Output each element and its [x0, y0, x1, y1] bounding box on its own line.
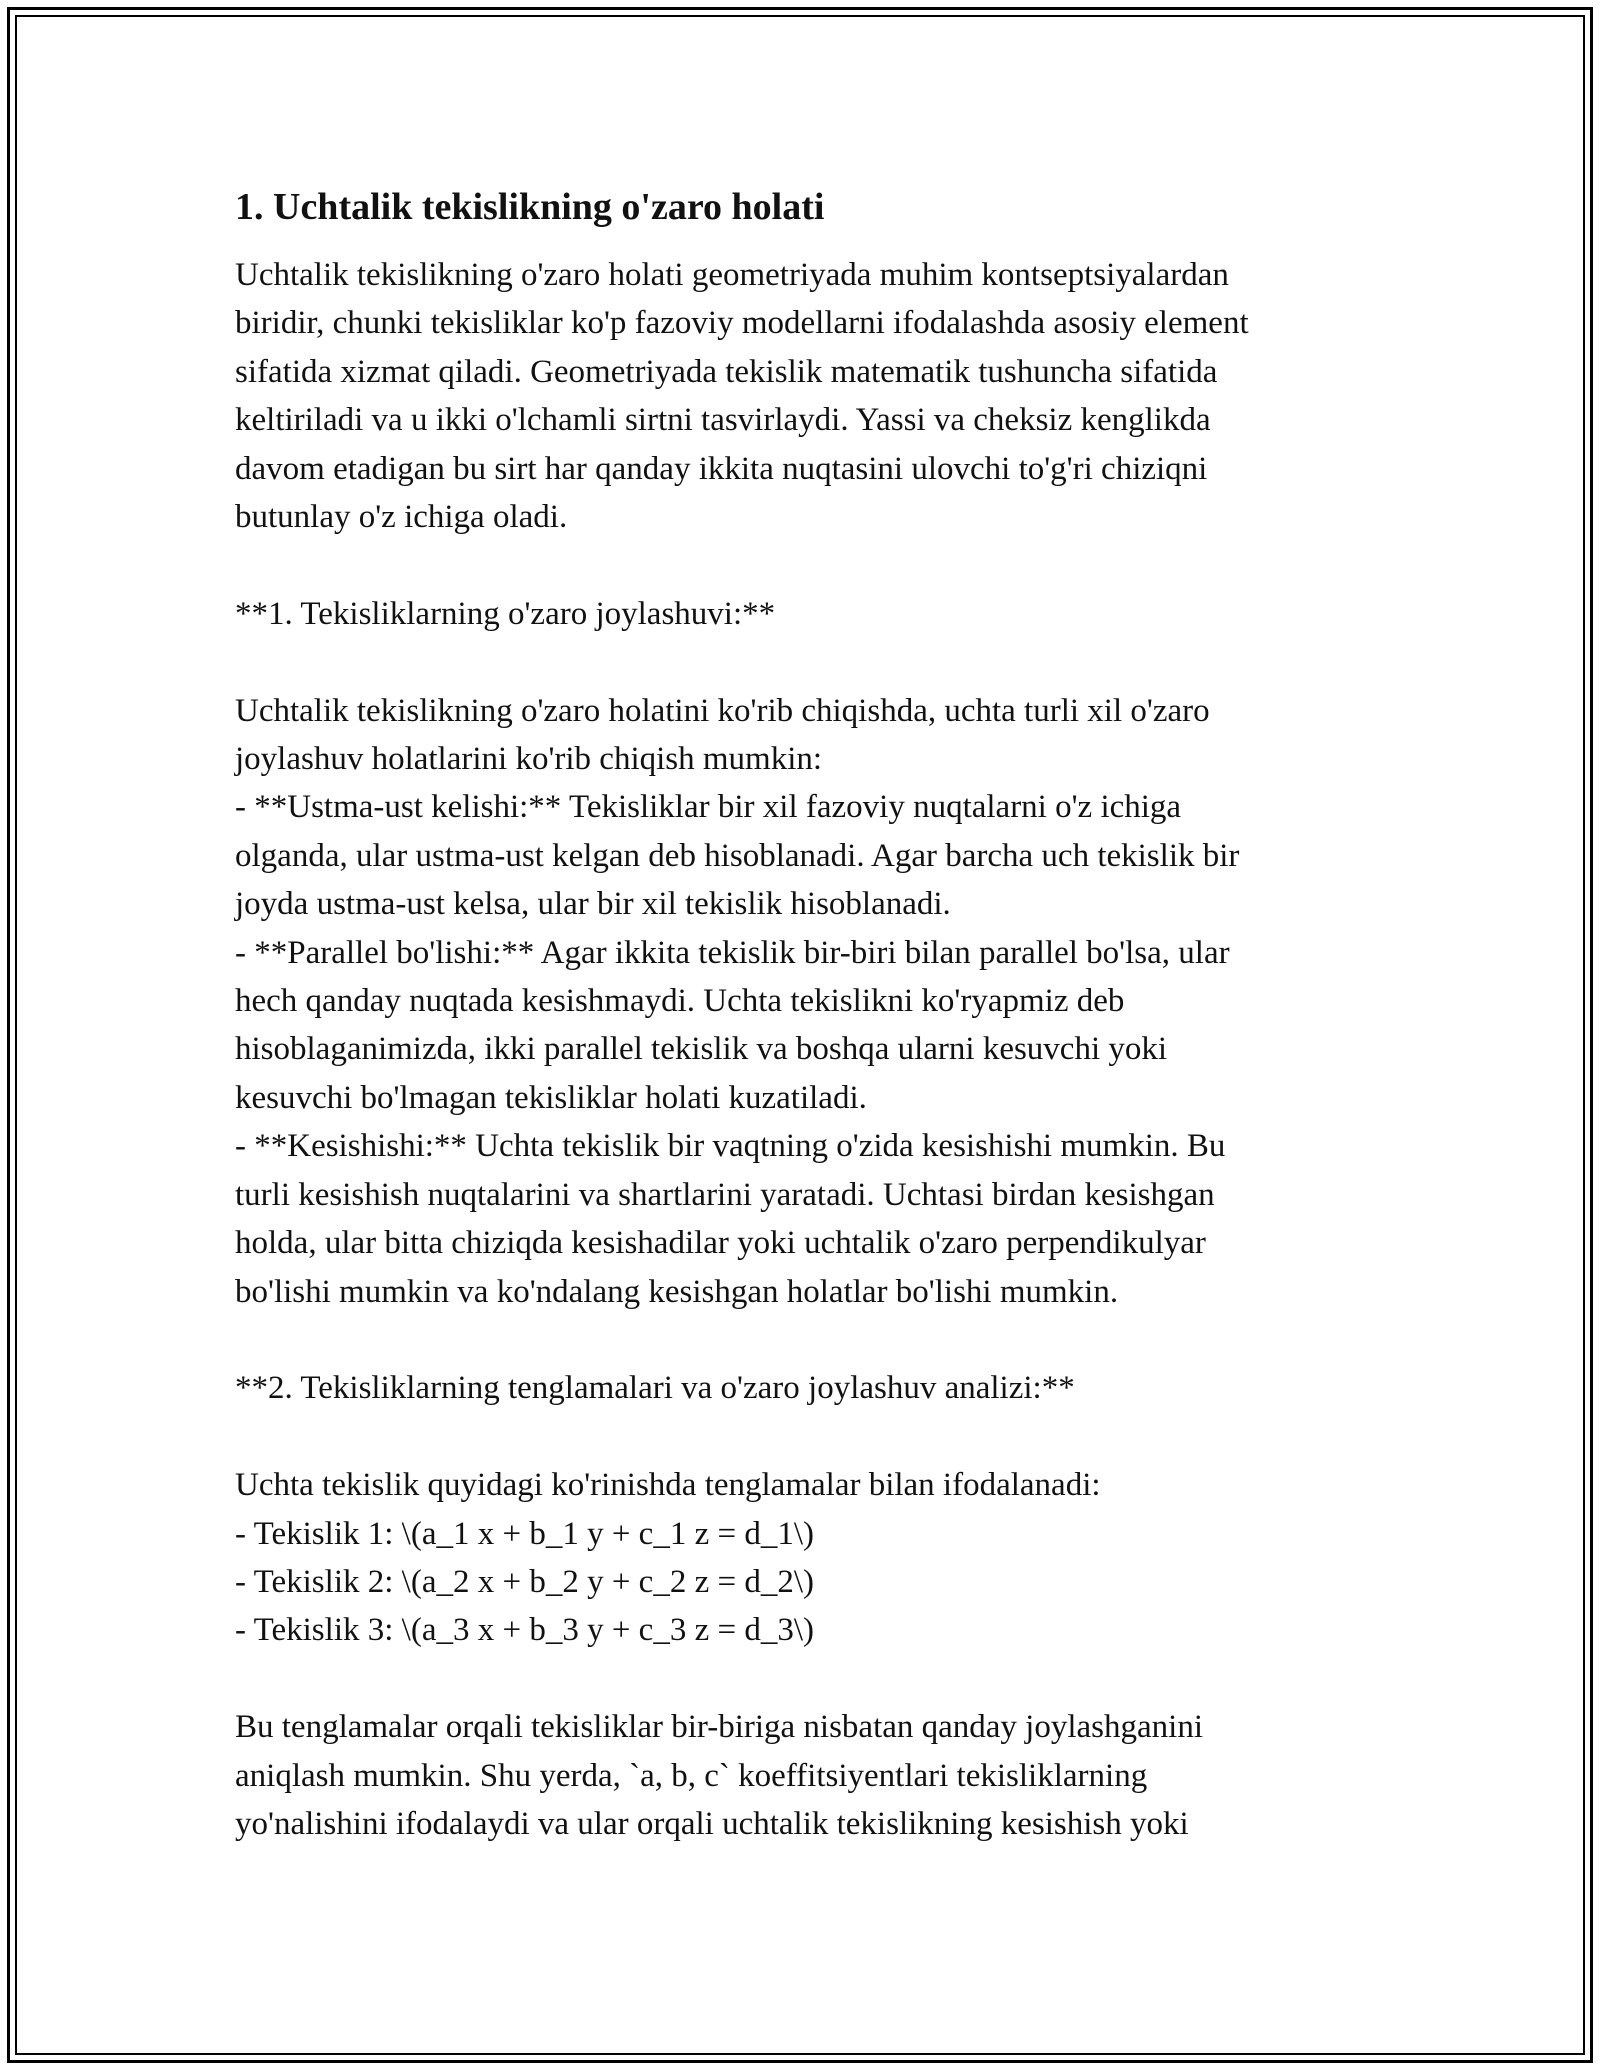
blank-line — [235, 1316, 1385, 1364]
text-line: joylashuv holatlarini ko'rib chiqish mumkin: — [235, 741, 823, 778]
text-line: joyda ustma-ust kelsa, ular bir xil tekislik hisoblanadi. — [235, 886, 951, 923]
text-line: Uchta tekislik quyidagi ko'rinishda tenglamalar bilan ifodalanadi: — [235, 1467, 1101, 1504]
text-line: **1. Tekisliklarning o'zaro joylashuvi:** — [235, 595, 776, 632]
blank-line — [235, 541, 1385, 589]
text-line: bo'lishi mumkin va ko'ndalang kesishgan holatlar bo'lishi mumkin. — [235, 1273, 1119, 1310]
blank-line — [235, 638, 1385, 686]
text-line: hisoblaganimizda, ikki parallel tekislik va boshqa ularni kesuvchi yoki — [235, 1031, 1168, 1068]
text-line: - Tekislik 3: \(a_3 x + b_3 y + c_3 z = d_3\) — [235, 1612, 814, 1649]
text-line: - Tekislik 2: \(a_2 x + b_2 y + c_2 z = d_2\) — [235, 1563, 814, 1600]
text-line: Uchtalik tekislikning o'zaro holati geometriyada muhim kontseptsiyalardan — [235, 257, 1229, 293]
section-heading: 1. Uchtalik tekislikning o'zaro holati — [235, 186, 825, 228]
text-line: - **Parallel bo'lishi:** Agar ikkita tekislik bir-biri bilan parallel bo'lsa, ular — [235, 934, 1230, 971]
document-body — [235, 183, 1385, 1848]
body-text — [235, 251, 1385, 1848]
text-line: davom etadigan bu sirt har qanday ikkita nuqtasini ulovchi to'g'ri chiziqni — [235, 450, 1208, 487]
text-line: Uchtalik tekislikning o'zaro holatini ko'rib chiqishda, uchta turli xil o'zaro — [235, 692, 1210, 729]
text-line: Bu tenglamalar orqali tekisliklar bir-biriga nisbatan qanday joylashganini — [235, 1709, 1203, 1746]
text-line: keltiriladi va u ikki o'lchamli sirtni tasvirlaydi. Yassi va cheksiz kenglikda — [235, 402, 1211, 439]
text-line: - Tekislik 1: \(a_1 x + b_1 y + c_1 z = d_1\) — [235, 1515, 814, 1552]
text-line: butunlay o'z ichiga oladi. — [235, 499, 568, 536]
text-line: hech qanday nuqtada kesishmaydi. Uchta tekislikni ko'ryapmiz deb — [235, 983, 1125, 1020]
text-line: turli kesishish nuqtalarini va shartlarini yaratadi. Uchtasi birdan kesishgan — [235, 1176, 1215, 1213]
text-line: aniqlash mumkin. Shu yerda, `a, b, c` koeffitsiyentlari tekisliklarning — [235, 1757, 1148, 1794]
text-line: biridir, chunki tekisliklar ko'p fazoviy modellarni ifodalashda asosiy element — [235, 305, 1249, 342]
text-line: **2. Tekisliklarning tenglamalari va o'zaro joylashuv analizi:** — [235, 1370, 1075, 1407]
text-line: kesuvchi bo'lmagan tekisliklar holati kuzatiladi. — [235, 1079, 867, 1116]
text-line: holda, ular bitta chiziqda kesishadilar yoki uchtalik o'zaro perpendikulyar — [235, 1225, 1206, 1262]
blank-line — [235, 1655, 1385, 1703]
text-line: - **Ustma-ust kelishi:** Tekisliklar bir xil fazoviy nuqtalarni o'z ichiga — [235, 789, 1182, 826]
text-line: - **Kesishishi:** Uchta tekislik bir vaqtning o'zida kesishishi mumkin. Bu — [235, 1128, 1226, 1165]
text-line: yo'nalishini ifodalaydi va ular orqali uchtalik tekislikning kesishish yoki — [235, 1805, 1189, 1842]
text-line: sifatida xizmat qiladi. Geometriyada tekislik matematik tushuncha sifatida — [235, 353, 1218, 390]
blank-line — [235, 1413, 1385, 1461]
text-line: olganda, ular ustma-ust kelgan deb hisoblanadi. Agar barcha uch tekislik bir — [235, 837, 1240, 874]
